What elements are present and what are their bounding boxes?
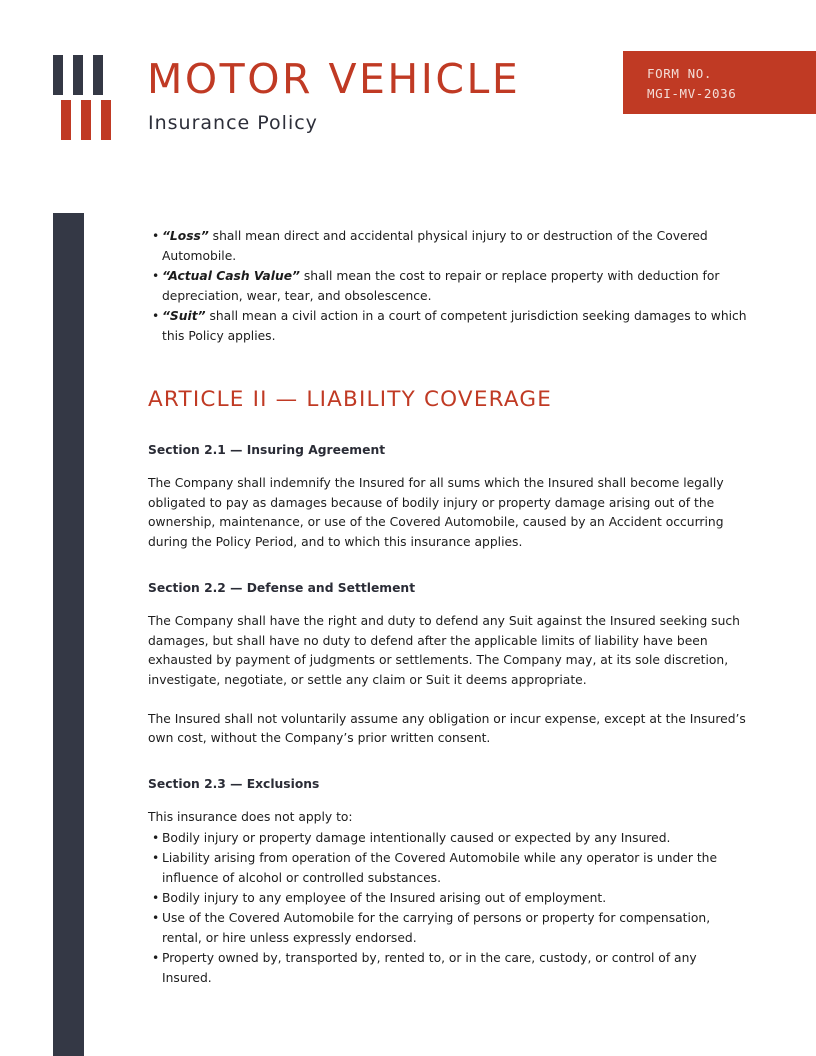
defined-term: “Actual Cash Value” xyxy=(162,269,300,283)
section-heading: Section 2.3 — Exclusions xyxy=(148,777,320,792)
exclusion-text: Liability arising from operation of the Covered Automobile while any operator is under the influence of alcohol or controlled substances. xyxy=(162,850,718,885)
bullet-icon: • xyxy=(152,850,160,865)
definitions-list xyxy=(148,226,748,346)
list-item xyxy=(148,828,748,848)
section-paragraph: The Company shall have the right and duty to defend any Suit against the Insured seeking such damages, but shall have no duty to defend after the applicable limits of liability have been exhausted by payment of judgments or settlements. The Company may, at its sole discretion, investigate, negotiate, or settle any claim or Suit it deems appropriate. xyxy=(148,613,740,687)
form-number: MGI-MV-2036 xyxy=(647,86,737,101)
list-item xyxy=(148,948,748,988)
section-heading: Section 2.2 — Defense and Settlement xyxy=(148,580,416,595)
logo-bar xyxy=(101,100,111,140)
bullet-icon: • xyxy=(152,269,160,283)
form-number-badge xyxy=(623,51,816,114)
section-intro: This insurance does not apply to: xyxy=(148,810,353,825)
definition-text: shall mean the cost to repair or replace property with deduction for depreciation, wear, tear, and obsolescence. xyxy=(162,269,720,303)
exclusions-list xyxy=(148,828,748,988)
document-body xyxy=(148,226,748,988)
exclusion-text: Use of the Covered Automobile for the carrying of persons or property for compensation, rental, or hire unless expressly endorsed. xyxy=(162,910,711,945)
logo-bar xyxy=(81,100,91,140)
list-item xyxy=(148,266,748,306)
list-item xyxy=(148,908,748,948)
exclusion-text: Property owned by, transported by, rented to, or in the care, custody, or control of any Insured. xyxy=(162,950,697,985)
list-item xyxy=(148,226,748,266)
section-paragraph: The Company shall indemnify the Insured for all sums which the Insured shall become legally obligated to pay as damages because of bodily injury or property damage arising out of the ownership, maintenance, or use of the Covered Automobile, caused by an Accident occurring during the Policy Period, and to which this insurance applies. xyxy=(148,476,724,550)
section-heading: Section 2.1 — Insuring Agreement xyxy=(148,443,386,457)
list-item xyxy=(148,306,748,346)
logo-bar xyxy=(53,55,63,95)
list-item xyxy=(148,848,748,888)
defined-term: “Loss” xyxy=(162,229,209,243)
company-logo-icon xyxy=(53,55,115,142)
bullet-icon: • xyxy=(152,950,160,965)
list-item xyxy=(148,888,748,908)
document-subtitle: Insurance Policy xyxy=(148,112,318,134)
logo-bar xyxy=(61,100,71,140)
side-accent-bar xyxy=(53,213,84,1056)
bullet-icon: • xyxy=(152,229,160,243)
article-heading: ARTICLE II — LIABILITY COVERAGE xyxy=(148,387,553,412)
bullet-icon: • xyxy=(152,910,160,925)
form-label: FORM NO. xyxy=(647,66,713,81)
definition-text: shall mean direct and accidental physical injury to or destruction of the Covered Automobile. xyxy=(162,229,708,263)
section-paragraph: The Insured shall not voluntarily assume any obligation or incur expense, except at the Insured’s own cost, without the Company’s prior written consent. xyxy=(148,711,746,746)
bullet-icon: • xyxy=(152,830,160,845)
exclusion-text: Bodily injury to any employee of the Insured arising out of employment. xyxy=(162,890,607,905)
exclusion-text: Bodily injury or property damage intentionally caused or expected by any Insured. xyxy=(162,830,671,845)
bullet-icon: • xyxy=(152,890,160,905)
defined-term: “Suit” xyxy=(162,309,206,323)
bullet-icon: • xyxy=(152,309,160,323)
definition-text: shall mean a civil action in a court of competent jurisdiction seeking damages to which this Policy applies. xyxy=(162,309,747,343)
document-title: MOTOR VEHICLE xyxy=(147,55,521,103)
logo-bar xyxy=(93,55,103,95)
logo-bar xyxy=(73,55,83,95)
